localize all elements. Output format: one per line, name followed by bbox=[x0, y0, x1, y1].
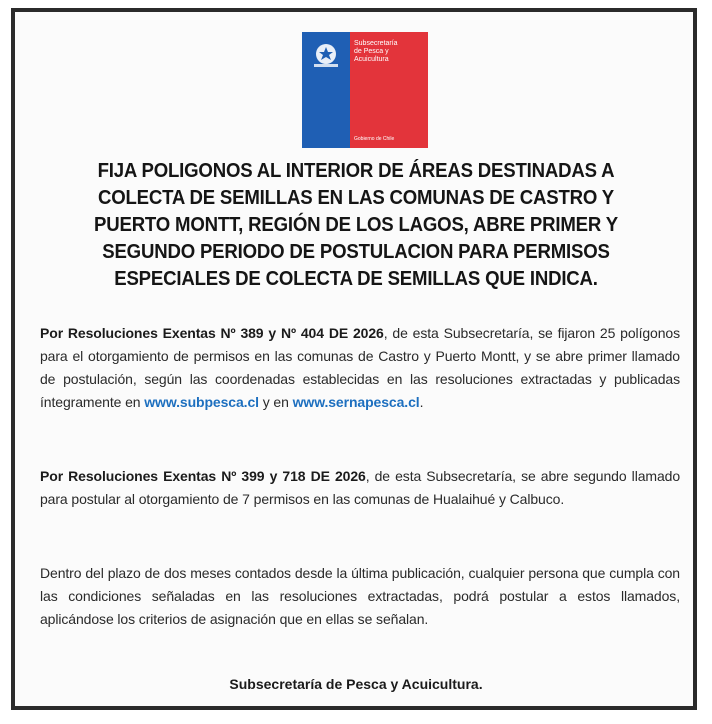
title-line-5: ESPECIALES DE COLECTA DE SEMILLAS QUE INDICA. bbox=[114, 268, 598, 290]
paragraph-3 bbox=[40, 562, 680, 631]
paragraph-1-between: y en bbox=[258, 394, 293, 410]
paragraph-1-end: . bbox=[419, 394, 424, 410]
paragraph-2 bbox=[40, 465, 680, 511]
logo-footer: Gobierno de Chile bbox=[354, 136, 395, 142]
title-line-3: PUERTO MONTT, REGIÓN DE LOS LAGOS, ABRE PRIMER Y bbox=[94, 214, 618, 236]
paragraph-1-body: , de esta Subsecretaría, se fijaron 25 polígonos para el otorgamiento de permisos en las comunas de Castro y Puerto Montt, y se abre primer llamado de postulación, según las coordenadas establecidas en las resoluciones extractadas y publicadas íntegramente en bbox=[40, 325, 680, 410]
coat-of-arms-icon bbox=[308, 40, 344, 70]
paragraph-1-lead: Por Resoluciones Exentas Nº 389 y Nº 404 DE 2026 bbox=[40, 325, 384, 341]
subpesca-link[interactable]: www.subpesca.cl bbox=[144, 394, 259, 410]
notice-title bbox=[62, 158, 650, 293]
logo-text-line2: de Pesca y bbox=[354, 48, 389, 55]
title-line-1: FIJA POLIGONOS AL INTERIOR DE ÁREAS DESTINADAS A bbox=[97, 160, 615, 182]
signature: Subsecretaría de Pesca y Acuicultura. bbox=[229, 676, 483, 692]
logo-text bbox=[354, 40, 424, 64]
paragraph-2-lead: Por Resoluciones Exentas Nº 399 y 718 DE 2026 bbox=[40, 468, 366, 484]
sernapesca-link[interactable]: www.sernapesca.cl bbox=[292, 394, 420, 410]
paragraph-2-body: , de esta Subsecretaría, se abre segundo llamado para postular al otorgamiento de 7 permisos en las comunas de Hualaihué y Calbuco. bbox=[40, 468, 681, 507]
logo-text-line3: Acuicultura bbox=[354, 56, 389, 63]
title-line-4: SEGUNDO PERIODO DE POSTULACION PARA PERMISOS bbox=[102, 241, 610, 263]
logo-blue-panel bbox=[302, 32, 350, 148]
paragraph-3-body: Dentro del plazo de dos meses contados desde la última publicación, cualquier persona que cumpla con las condiciones señaladas en las resoluciones extractadas, podrá postular a estos llamados, aplicándose los criterios de asignación que en ellas se señalan. bbox=[40, 565, 680, 627]
title-line-2: COLECTA DE SEMILLAS EN LAS COMUNAS DE CASTRO Y bbox=[97, 187, 615, 209]
logo-text-line1: Subsecretaría bbox=[354, 40, 398, 47]
paragraph-1 bbox=[40, 322, 680, 414]
government-logo bbox=[302, 32, 428, 148]
